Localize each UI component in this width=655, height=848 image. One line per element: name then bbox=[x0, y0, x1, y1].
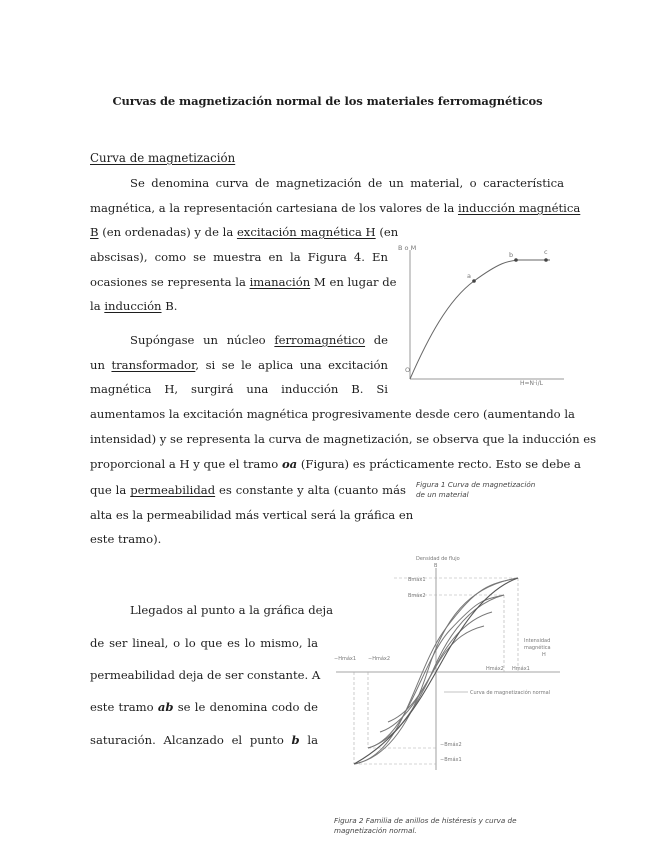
fig2-hmax2-label: Hmáx2 bbox=[486, 666, 504, 672]
fig2-y-label-l2: B bbox=[434, 563, 438, 569]
para2-line6: proporcional a H y que el tramo oa (Figura) es prácticamente recto. Esto se debe a bbox=[90, 457, 581, 471]
para2-line1: Supóngase un núcleo ferromagnético de bbox=[130, 333, 389, 347]
figure1-graph bbox=[396, 238, 566, 386]
para1-line3: B (en ordenadas) y de la excitación magnética H (en bbox=[90, 225, 399, 239]
link-permeabilidad[interactable]: permeabilidad bbox=[130, 483, 216, 497]
fig2-bmax1-label: Bmáx1 bbox=[408, 577, 426, 583]
para1-line1: Se denomina curva de magnetización de un material, o característica bbox=[130, 176, 564, 190]
fig1-c-label: c bbox=[544, 248, 548, 256]
fig1-a-label: a bbox=[467, 272, 471, 280]
fig2-nbmax1-label: −Bmáx1 bbox=[440, 757, 462, 763]
para1-line6: la inducción B. bbox=[90, 299, 178, 313]
para3-line4: este tramo ab se le denomina codo de bbox=[90, 700, 318, 714]
fig2-x-label-l2: magnética bbox=[524, 645, 551, 651]
link-excitacion-magnetica[interactable]: excitación magnética H bbox=[236, 225, 376, 239]
fig1-point-a bbox=[472, 279, 476, 283]
para2-line5: intensidad) y se representa la curva de magnetización, se observa que la inducción es bbox=[90, 432, 597, 446]
fig2-x-label-l3: H bbox=[542, 652, 546, 658]
fig1-point-b bbox=[514, 258, 518, 262]
para2-line3: magnética H, surgirá una inducción B. Si bbox=[90, 382, 388, 396]
link-induccion[interactable]: inducción bbox=[104, 299, 162, 313]
para2-line7: que la permeabilidad es constante y alta (cuanto más bbox=[90, 483, 406, 497]
link-b[interactable]: B bbox=[90, 225, 99, 239]
para1-line2: magnética, a la representación cartesiana de los valores de la inducción magnética bbox=[90, 201, 581, 215]
para2-line4: aumentamos la excitación magnética progresivamente desde cero (aumentando la bbox=[90, 407, 575, 421]
para2-line2: un transformador, si se le aplica una excitación bbox=[90, 358, 388, 372]
fig1-origin-label: O bbox=[405, 366, 411, 374]
fig2-nhmax2-label: −Hmáx2 bbox=[368, 656, 391, 662]
fig1-x-label: H=N·i/L bbox=[520, 380, 543, 386]
para2-line8: alta es la permeabilidad más vertical será la gráfica en bbox=[90, 508, 414, 522]
section-heading: Curva de magnetización bbox=[90, 151, 236, 165]
para3-line1: Llegados al punto a la gráfica deja bbox=[130, 603, 334, 617]
fig1-b-label: b bbox=[509, 251, 514, 259]
fig2-x-label-l1: Intensidad bbox=[524, 638, 551, 644]
fig2-y-label-l1: Densidad de flujo bbox=[416, 556, 460, 562]
fig1-point-c bbox=[544, 258, 548, 262]
para3-line3: permeabilidad deja de ser constante. A bbox=[90, 668, 321, 682]
fig1-magnetization-curve bbox=[410, 260, 550, 379]
figure2-graph bbox=[328, 550, 568, 772]
fig2-nbmax2-label: −Bmáx2 bbox=[440, 742, 462, 748]
link-transformador[interactable]: transformador bbox=[111, 358, 196, 372]
link-imanacion[interactable]: imanación bbox=[249, 275, 311, 289]
para3-line5: saturación. Alcanzado el punto b la bbox=[90, 733, 318, 747]
para1-line5: ocasiones se representa la imanación M en lugar de bbox=[90, 275, 397, 289]
figure2-caption: Figura 2 Familia de anillos de histéresis y curva de magnetización normal. bbox=[334, 816, 517, 835]
para1-line4: abscisas), como se muestra en la Figura 4. En bbox=[90, 250, 388, 264]
link-ferromagnetico[interactable]: ferromagnético bbox=[274, 333, 366, 347]
page-title: Curvas de magnetización normal de los materiales ferromagnéticos bbox=[112, 94, 543, 108]
fig2-nhmax1-label: −Hmáx1 bbox=[334, 656, 357, 662]
link-induccion-magnetica[interactable]: inducción magnética bbox=[457, 201, 581, 215]
fig2-curve-label: Curva de magnetización normal bbox=[470, 690, 551, 696]
figure1-caption: Figura 1 Curva de magnetización de un material bbox=[416, 480, 536, 499]
para3-line2: de ser lineal, o lo que es lo mismo, la bbox=[90, 636, 318, 650]
fig2-hmax1-label: Hmáx1 bbox=[512, 666, 530, 672]
fig2-bmax2-label: Bmáx2 bbox=[408, 593, 426, 599]
para2-line9: este tramo). bbox=[90, 532, 162, 546]
fig1-y-label: B o M bbox=[398, 244, 417, 252]
